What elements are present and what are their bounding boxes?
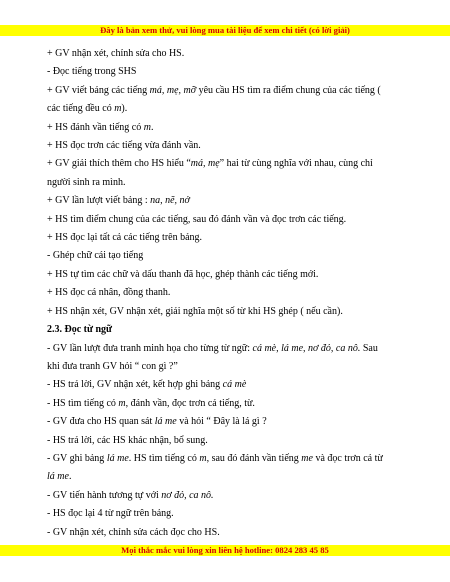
text-segment: 2.3. Đọc từ ngữ [47,324,113,336]
text-line [47,487,407,505]
text-line [47,395,407,413]
text-segment: - GV lần lượt đưa tranh minh họa cho từng từ ngữ: [47,342,253,354]
italic-text: nơ đỏ, ca nô. [161,489,214,501]
text-segment: yêu cầu HS tìm ra điểm chung của các tiếng ( [196,84,381,96]
text-segment: + HS tự tìm các chữ và dấu thanh đã học, ghép thành các tiếng mới. [47,268,319,280]
text-segment: + HS đọc lại tất cả các tiếng trên bảng. [47,232,203,244]
text-segment: + HS đọc cá nhân, đồng thanh. [47,287,171,299]
text-line [47,340,407,358]
text-line [47,376,407,394]
text-segment: và đọc trơn cả từ [312,452,383,464]
text-segment: và hỏi “ Đây là lá gì ? [176,416,267,428]
text-segment: - GV nhận xét, chỉnh sửa cách đọc cho HS. [47,526,220,538]
text-line [47,450,407,468]
text-segment: khi đưa tranh GV hỏi “ con gì ?” [47,360,178,372]
italic-text: lá me [106,452,129,464]
text-segment: - HS trả lời, các HS khác nhận, bổ sung. [47,434,208,446]
italic-text: m [118,397,126,409]
text-line [47,211,407,229]
section-heading [47,321,407,339]
text-segment: ). [121,103,128,115]
text-segment: - GV đưa cho HS quan sát [47,416,155,428]
text-segment: + HS nhận xét, GV nhận xét, giải nghĩa một số từ khi HS ghép ( nếu cần). [47,305,343,317]
text-segment: - Ghép chữ cái tạo tiếng [47,250,144,262]
text-line [47,247,407,265]
italic-text: cá mè, lá me, nơ đỏ, ca nô. [252,342,361,354]
preview-notice-banner [0,25,450,36]
text-segment: - Đọc tiếng trong SHS [47,66,137,78]
italic-text: me [301,452,313,464]
text-segment: + HS tìm điểm chung của các tiếng, sau đó đánh vần và đọc trơn các tiếng. [47,213,347,225]
text-segment: ” hai từ cùng nghĩa với nhau, cùng chỉ [219,158,373,170]
text-segment: + GV lần lượt viết bảng : [47,195,151,207]
text-segment: - HS đọc lại 4 từ ngữ trên bảng. [47,508,174,520]
italic-text: na, nẽ, nở [150,195,190,207]
text-line [47,229,407,247]
text-segment: Sau [360,342,378,354]
text-line [47,468,407,486]
text-line [47,100,407,118]
text-segment: các tiếng đều có [47,103,115,115]
text-line [47,45,407,63]
text-segment: - GV tiến hành tương tự với [47,489,162,501]
text-segment: , đánh vần, đọc trơn cả tiếng, từ. [125,397,255,409]
hotline-text: Mọi thắc mắc vui lòng xin liên hệ hotline: 0824 283 45 85 [121,545,329,555]
text-segment: + GV viết bảng các tiếng [47,84,150,96]
italic-text: cá mè [222,379,247,391]
hotline-banner [0,545,450,556]
preview-notice-text: Đây là bản xem thử, vui lòng mua tài liệu để xem chi tiết (có lời giải) [100,25,350,35]
text-line [47,505,407,523]
document-body [47,45,407,542]
text-line [47,303,407,321]
text-segment: . [68,471,72,483]
text-line [47,413,407,431]
italic-text: lá me [47,471,69,483]
text-segment: - HS trả lời, GV nhận xét, kết hợp ghi bảng [47,379,223,391]
text-line [47,266,407,284]
text-line [47,155,407,173]
text-line [47,358,407,376]
text-segment: - GV ghi bảng [47,452,107,464]
text-line [47,192,407,210]
text-line [47,63,407,81]
text-line [47,137,407,155]
italic-text: m [199,452,207,464]
text-segment: , sau đó đánh vần tiếng [206,452,302,464]
text-segment: . HS tìm tiếng có [128,452,200,464]
text-line [47,174,407,192]
text-segment: + GV nhận xét, chỉnh sửa cho HS. [47,48,185,59]
text-line [47,82,407,100]
text-line [47,284,407,302]
text-line [47,524,407,542]
text-segment: + GV giải thích thêm cho HS hiểu “ [47,158,191,170]
text-segment: + HS đọc trơn các tiếng vừa đánh vần. [47,140,201,152]
text-line [47,119,407,137]
text-segment: . [150,121,154,133]
text-segment: - HS tìm tiếng có [47,397,119,409]
italic-text: m [114,103,122,115]
italic-text: má, mẹ, mỡ [149,84,197,96]
text-segment: + HS đánh vần tiếng có [47,121,144,133]
text-line [47,432,407,450]
italic-text: lá me [154,416,177,428]
italic-text: m [143,121,151,133]
italic-text: má, mẹ [190,158,220,170]
text-segment: người sinh ra mình. [47,176,126,188]
